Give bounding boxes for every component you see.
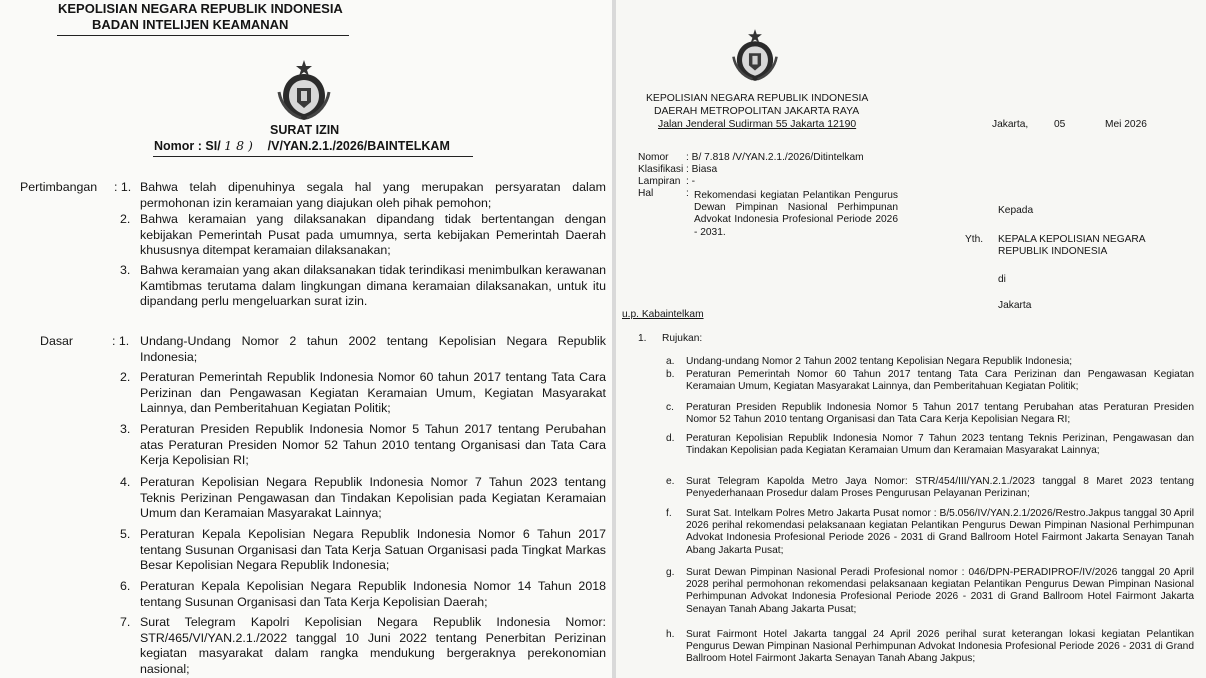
nomor-label: Nomor : SI/ bbox=[154, 139, 221, 153]
letter-month-year: Mei 2026 bbox=[1105, 119, 1147, 130]
pertimbangan-number: : 1. bbox=[114, 180, 132, 194]
dasar-item: Surat Telegram Kapolri Kepolisian Negara Republik Indonesia Nomor: STR/465/VI/YAN.2.1./2022 tanggal 10 Juni 2022 tentang Penerbitan Perizinan kegiatan masyarakat dalam rangka mendukung bergeraknya perekonomian nasional; bbox=[140, 615, 606, 676]
meta-nomor-label: Nomor bbox=[638, 152, 669, 163]
dasar-item: Peraturan Kepala Kepolisian Negara Republik Indonesia Nomor 14 Tahun 2018 tentang Susunan Organisasi dan Tata Kerja Kepolisian Daerah; bbox=[140, 579, 606, 609]
rujukan-letter: e. bbox=[666, 476, 675, 487]
rujukan-letter: f. bbox=[666, 508, 672, 519]
dasar-item: Peraturan Presiden Republik Indonesia Nomor 5 Tahun 2017 tentang Perubahan atas Peraturan Presiden Nomor 52 Tahun 2010 tentang Organisasi dan Tata Cara Kerja Kepolisian RI; bbox=[140, 422, 606, 468]
recipient-di: di bbox=[998, 274, 1006, 285]
meta-hal-colon: : bbox=[686, 188, 689, 199]
rujukan-item: Peraturan Presiden Republik Indonesia Nomor 5 Tahun 2017 tentang Perubahan atas Peraturan Presiden Nomor 52 Tahun 2010 tentang Organisasi dan Tata Cara Kerja Kepolisian Negara RI; bbox=[686, 402, 1194, 426]
rujukan-letter: g. bbox=[666, 567, 675, 578]
rujukan-item: Surat Fairmont Hotel Jakarta tanggal 24 April 2026 perihal surat keterangan lokasi kegiatan Pelantikan Pengurus Dewan Pimpinan Nasional Perhimpunan Advokat Indonesia Profesional Periode 2026 - 2031 di Grand Ballroom Hotel Fairmont Jakarta Senayan Tanah Abang Jakpus; bbox=[686, 629, 1194, 665]
rujukan-item: Surat Dewan Pimpinan Nasional Peradi Profesional nomor : 046/DPN-PERADIPROF/IV/2026 tanggal 20 April 2028 perihal permohonan rekomendasi pelaksanaan kegiatan Pelantikan Pengurus Dewan Pimpinan Nasional Perhimpunan Advokat Indonesia Profesional Periode 2026 - 2031 di Grand Ballroom Hotel Fairmont Jakarta Senayan Tanah Abang Jakarta Pusat; bbox=[686, 567, 1194, 615]
pertimbangan-label: Pertimbangan bbox=[20, 180, 98, 194]
nomor-rest: /V/YAN.2.1./2026/BAINTELKAM bbox=[267, 139, 450, 153]
dasar-number: 5. bbox=[120, 527, 131, 541]
letter-day: 05 bbox=[1054, 119, 1066, 130]
right-header-address: Jalan Jenderal Sudirman 55 Jakarta 12190 bbox=[658, 119, 857, 130]
left-header-line1: KEPOLISIAN NEGARA REPUBLIK INDONESIA bbox=[58, 1, 343, 16]
police-emblem-icon bbox=[730, 26, 780, 84]
pertimbangan-item: Bahwa keramaian yang akan dilaksanakan tidak terindikasi menimbulkan kerawanan Kamtibmas terutama dalam lingkungan dimana keramaian dilaksanakan, untuk itu dipandang perlu mengeluarkan surat izin. bbox=[140, 263, 606, 309]
pertimbangan-number: 2. bbox=[120, 212, 131, 226]
rujukan-letter: h. bbox=[666, 629, 675, 640]
rujukan-item: Peraturan Pemerintah Nomor 60 Tahun 2017 tentang Tata Cara Perizinan dan Pengawasan Kegiatan Keramaian Umum, Kegiatan Masyarakat Lainnya, dan Pemberitahuan Kegiatan Politik; bbox=[686, 369, 1194, 393]
up-kabaintelkam: u.p. Kabaintelkam bbox=[622, 309, 704, 320]
kepada-label: Kepada bbox=[998, 205, 1034, 216]
dasar-number: 3. bbox=[120, 422, 131, 436]
dasar-item: Peraturan Pemerintah Republik Indonesia Nomor 60 tahun 2017 tentang Tata Cara Perizinan dan Pengawasan Kegiatan Keramaian Umum, Kegiatan Masyarakat Lainnya, dan Pemberitahuan Kegiatan Politik; bbox=[140, 370, 606, 416]
surat-izin-title: SURAT IZIN bbox=[270, 123, 340, 137]
nomor-underline bbox=[153, 156, 473, 157]
rujukan-item: Peraturan Kepolisian Republik Indonesia Nomor 7 Tahun 2023 tentang Teknis Perizinan, Pengawasan dan Tindakan Kepolisian pada Kegiatan Keramaian Umum dan Keramaian Masyarakat Lainnya; bbox=[686, 433, 1194, 457]
dasar-item: Peraturan Kepolisian Negara Republik Indonesia Nomor 7 Tahun 2023 tentang Teknis Perizinan Pengawasan dan Tindakan Kepolisian pada Kegiatan Keramaian Umum dan Keramaian Masyarakat Lainnya; bbox=[140, 475, 606, 521]
rujukan-item: Undang-undang Nomor 2 Tahun 2002 tentang Kepolisian Negara Republik Indonesia; bbox=[686, 356, 1073, 367]
pertimbangan-number: 3. bbox=[120, 263, 131, 277]
rujukan-letter: a. bbox=[666, 356, 675, 367]
recipient-city: Jakarta bbox=[998, 300, 1032, 311]
pertimbangan-item: Bahwa telah dipenuhinya segala hal yang merupakan persyaratan dalam permohonan izin keramaian yang diajukan oleh pihak pemohon; bbox=[140, 180, 606, 210]
meta-hal-label: Hal bbox=[638, 188, 654, 199]
recipient-line2: REPUBLIK INDONESIA bbox=[998, 246, 1108, 257]
yth-label: Yth. bbox=[965, 234, 984, 245]
right-header-line2: DAERAH METROPOLITAN JAKARTA RAYA bbox=[654, 106, 860, 117]
meta-lampiran-value: : - bbox=[686, 176, 696, 187]
meta-lampiran-label: Lampiran bbox=[638, 176, 681, 187]
police-emblem-icon bbox=[275, 58, 333, 122]
section-number: 1. bbox=[638, 333, 647, 344]
dasar-number: 7. bbox=[120, 615, 131, 629]
rujukan-letter: b. bbox=[666, 369, 675, 380]
dasar-number: 4. bbox=[120, 475, 131, 489]
letter-place: Jakarta, bbox=[992, 119, 1029, 130]
dasar-label: Dasar bbox=[40, 334, 74, 348]
right-header-line1: KEPOLISIAN NEGARA REPUBLIK INDONESIA bbox=[646, 93, 869, 104]
header-divider bbox=[57, 35, 349, 36]
rujukan-letter: d. bbox=[666, 433, 675, 444]
dasar-item: Peraturan Kepala Kepolisian Negara Republik Indonesia Nomor 6 Tahun 2017 tentang Susunan Organisasi dan Tata Kerja Satuan Organisasi pada Tingkat Markas Besar Kepolisian Negara Republik Indonesia; bbox=[140, 527, 606, 573]
dasar-number: 6. bbox=[120, 579, 131, 593]
rujukan-letter: c. bbox=[666, 402, 674, 413]
rekomendasi-letter-page bbox=[616, 0, 1206, 678]
meta-hal-text: Rekomendasi kegiatan Pelantikan Pengurus Dewan Pimpinan Nasional Perhimpunan Advokat Indonesia Profesional Periode 2026 - 2031. bbox=[694, 190, 898, 238]
dasar-item: Undang-Undang Nomor 2 tahun 2002 tentang Kepolisian Negara Republik Indonesia; bbox=[140, 334, 606, 364]
pertimbangan-item: Bahwa keramaian yang dilaksanakan dipandang tidak bertentangan dengan kebijakan Pemerintah Pusat pada umumnya, serta kebijakan Pemerintah Daerah khususnya ditempat keramaian dilaksanakan; bbox=[140, 212, 606, 258]
dasar-number: : 1. bbox=[112, 334, 130, 348]
meta-klasifikasi-label: Klasifikasi bbox=[638, 164, 684, 175]
recipient-line1: KEPALA KEPOLISIAN NEGARA bbox=[998, 234, 1146, 245]
rujukan-item: Surat Telegram Kapolda Metro Jaya Nomor: STR/454/III/YAN.2.1./2023 tanggal 8 Maret 2023 tentang Penyederhanaan Prosedur dalam Proses Pengurusan Pelayanan Perizinan; bbox=[686, 476, 1194, 500]
dasar-number: 2. bbox=[120, 370, 131, 384]
left-header-line2: BADAN INTELIJEN KEAMANAN bbox=[92, 17, 289, 32]
rujukan-item: Surat Sat. Intelkam Polres Metro Jakarta Pusat nomor : B/5.056/IV/YAN.2.1/2026/Restro.Jakpus tanggal 30 April 2026 perihal rekomendasi pelaksanaan kegiatan Pelantikan Pengurus Dewan Pimpinan Nasional Perhimpunan Advokat Indonesia Profesional Periode 2026 - 2031 di Grand Ballroom Hotel Fairmont Jakarta Senayan Tanah Abang Jakarta Pusat; bbox=[686, 508, 1194, 556]
meta-nomor-value: : B/ 7.818 /V/YAN.2.1./2026/Ditintelkam bbox=[686, 152, 864, 163]
nomor-handwritten: 1 8 ) bbox=[224, 138, 253, 153]
meta-klasifikasi-value: : Biasa bbox=[686, 164, 718, 175]
surat-izin-number bbox=[154, 138, 450, 153]
section-title: Rujukan: bbox=[662, 333, 703, 344]
